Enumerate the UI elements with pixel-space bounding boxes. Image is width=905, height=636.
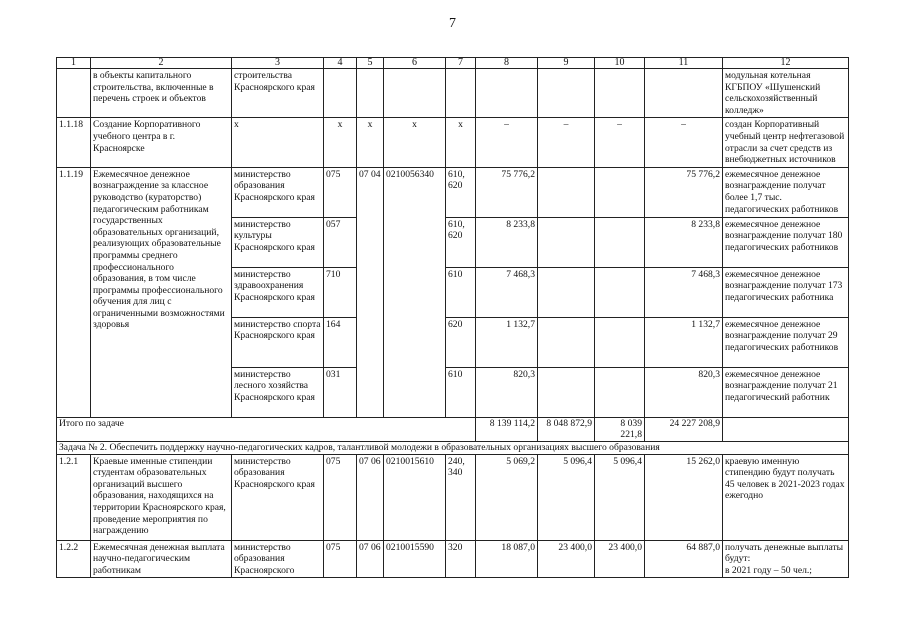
item-number: 1.1.19 xyxy=(57,167,91,417)
table-row-continuation xyxy=(57,69,849,118)
responsible-org: министерство образования Красноярского края xyxy=(232,454,324,540)
expected-result: ежемесячное денежное вознаграждение получат 180 педагогических работников xyxy=(723,217,849,267)
amount-2023: – xyxy=(595,118,645,167)
total-2023: 8 039 221,8 xyxy=(595,417,645,441)
expected-result: ежемесячное денежное вознаграждение получат 21 педагогический работник xyxy=(723,367,849,417)
amount-total: 1 132,7 xyxy=(645,317,723,367)
responsible-org: министерство спорта Красноярского края xyxy=(232,317,324,367)
total-label: Итого по задаче xyxy=(57,417,476,441)
column-number: 12 xyxy=(723,58,849,69)
amount-2023: 23 400,0 xyxy=(595,540,645,578)
amount-total: 75 776,2 xyxy=(645,167,723,217)
amount-2022: – xyxy=(538,118,595,167)
amount-total: 15 262,0 xyxy=(645,454,723,540)
expected-result xyxy=(723,540,849,578)
column-number: 8 xyxy=(476,58,538,69)
activity-name: Ежемесячная денежная выплата научно-педагогическим работникам xyxy=(91,540,232,578)
expense-type: 610 xyxy=(446,267,476,317)
total-all: 24 227 208,9 xyxy=(645,417,723,441)
grbs-code: 031 xyxy=(324,367,357,417)
expected-result: краевую именную стипендию будут получать 45 человек в 2021-2023 годах ежегодно xyxy=(723,454,849,540)
item-number: 1.1.18 xyxy=(57,118,91,167)
column-number: 7 xyxy=(446,58,476,69)
expense-type: 610 xyxy=(446,367,476,417)
amount-2022: 23 400,0 xyxy=(538,540,595,578)
section-code: 07 06 xyxy=(357,540,384,578)
column-number: 6 xyxy=(384,58,446,69)
grbs-code: 075 xyxy=(324,167,357,217)
amount-2021: 18 087,0 xyxy=(476,540,538,578)
program-activities-table xyxy=(56,57,849,578)
amount-2021: – xyxy=(476,118,538,167)
expected-result: ежемесячное денежное вознаграждение получат 173 педагогических работника xyxy=(723,267,849,317)
expected-result: модульная котельная КГБПОУ «Шушенский сельскохозяйственный колледж» xyxy=(723,69,849,118)
amount-2021: 8 233,8 xyxy=(476,217,538,267)
activity-name: Создание Корпоративного учебного центра в г. Красноярске xyxy=(91,118,232,167)
target-article: 0210015610 xyxy=(384,454,446,540)
section-code: 07 06 xyxy=(357,454,384,540)
page-number: 7 xyxy=(449,16,456,31)
responsible-org: министерство образования Красноярского края xyxy=(232,167,324,217)
amount-2022: 5 096,4 xyxy=(538,454,595,540)
expected-result: ежемесячное денежное вознаграждение получат более 1,7 тыс. педагогических работников xyxy=(723,167,849,217)
amount-2021: 1 132,7 xyxy=(476,317,538,367)
amount-2021: 820,3 xyxy=(476,367,538,417)
table-row xyxy=(57,118,849,167)
section-code: х xyxy=(357,118,384,167)
responsible-org: министерство культуры Красноярского края xyxy=(232,217,324,267)
column-number: 11 xyxy=(645,58,723,69)
column-number: 4 xyxy=(324,58,357,69)
grbs-code: х xyxy=(324,118,357,167)
column-number: 10 xyxy=(595,58,645,69)
responsible-org: министерство образования Красноярского xyxy=(232,540,324,578)
item-number: 1.2.2 xyxy=(57,540,91,578)
table-row xyxy=(57,167,849,217)
column-number: 9 xyxy=(538,58,595,69)
amount-2021: 7 468,3 xyxy=(476,267,538,317)
amount-total: 7 468,3 xyxy=(645,267,723,317)
table-row xyxy=(57,454,849,540)
expected-result-line: в 2021 году – 50 чел.; xyxy=(725,564,812,576)
amount-total: – xyxy=(645,118,723,167)
target-article: 0210056340 xyxy=(384,167,446,417)
total-row xyxy=(57,417,849,441)
expense-type: 610, 620 xyxy=(446,217,476,267)
total-2021: 8 139 114,2 xyxy=(476,417,538,441)
responsible-org: министерство лесного хозяйства Красноярского края xyxy=(232,367,324,417)
expense-type: 610, 620 xyxy=(446,167,476,217)
amount-total: 820,3 xyxy=(645,367,723,417)
column-number: 2 xyxy=(91,58,232,69)
responsible-org: министерство здравоохранения Красноярского края xyxy=(232,267,324,317)
amount-2021: 75 776,2 xyxy=(476,167,538,217)
target-article: х xyxy=(384,118,446,167)
amount-total: 8 233,8 xyxy=(645,217,723,267)
expense-type: 240, 340 xyxy=(446,454,476,540)
task-title: Задача № 2. Обеспечить поддержку научно-педагогических кадров, талантливой молодежи в образовательных организациях высшего образования xyxy=(57,441,849,454)
item-number: 1.2.1 xyxy=(57,454,91,540)
grbs-code: 075 xyxy=(324,454,357,540)
grbs-code: 075 xyxy=(324,540,357,578)
expected-result: ежемесячное денежное вознаграждение получат 29 педагогических работников xyxy=(723,317,849,367)
expense-type: х xyxy=(446,118,476,167)
grbs-code: 164 xyxy=(324,317,357,367)
amount-total: 64 887,0 xyxy=(645,540,723,578)
target-article: 0210015590 xyxy=(384,540,446,578)
expected-result: создан Корпоративный учебный центр нефтегазовой отрасли за счет средств из внебюджетных источников xyxy=(723,118,849,167)
column-number: 3 xyxy=(232,58,324,69)
column-number-row xyxy=(57,58,849,69)
activity-name: в объекты капитального строительства, включенные в перечень строек и объектов xyxy=(91,69,232,118)
column-number: 5 xyxy=(357,58,384,69)
amount-2023: 5 096,4 xyxy=(595,454,645,540)
section-code: 07 04 xyxy=(357,167,384,417)
activity-name: Краевые именные стипендии студентам образовательных организаций высшего образования, находящихся на территории Красноярского края, проведение мероприятия по награждению xyxy=(91,454,232,540)
task-header-row xyxy=(57,441,849,454)
table-row xyxy=(57,540,849,578)
column-number: 1 xyxy=(57,58,91,69)
expense-type: 620 xyxy=(446,317,476,367)
activity-name: Ежемесячное денежное вознаграждение за классное руководство (кураторство) педагогическим работникам государственных образовательных организаций, реализующих образовательные программы среднего профессионального образования, в том числе программы профессионального обучения для лиц с ограниченными возможностями здоровья xyxy=(91,167,232,417)
grbs-code: 057 xyxy=(324,217,357,267)
expense-type: 320 xyxy=(446,540,476,578)
responsible-org: х xyxy=(232,118,324,167)
expected-result-line: получать денежные выплаты будут: xyxy=(725,541,844,565)
grbs-code: 710 xyxy=(324,267,357,317)
amount-2021: 5 069,2 xyxy=(476,454,538,540)
total-2022: 8 048 872,9 xyxy=(538,417,595,441)
responsible-org: строительства Красноярского края xyxy=(232,69,324,118)
